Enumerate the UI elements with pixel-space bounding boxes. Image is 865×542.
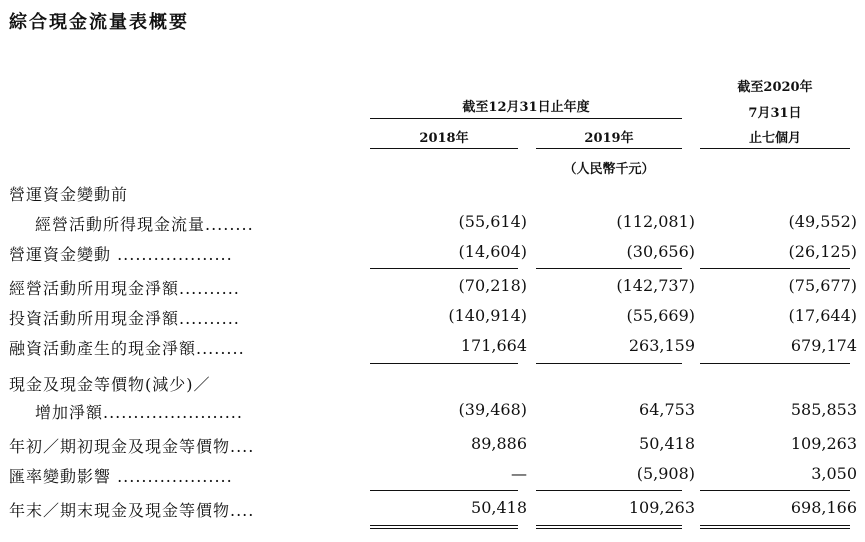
value-2018: (140,914) xyxy=(448,306,527,325)
table-row xyxy=(9,212,857,238)
table-row xyxy=(9,400,857,426)
table-row xyxy=(9,498,857,524)
row-label: 融資活動產生的現金淨額........ xyxy=(9,339,245,358)
table-row xyxy=(9,434,857,460)
value-2020-7m: 585,853 xyxy=(790,400,857,419)
value-2018: 50,418 xyxy=(471,498,527,517)
subtotal-rule xyxy=(700,363,850,364)
value-2019: (5,908) xyxy=(636,464,695,483)
table-row xyxy=(9,182,857,208)
subtotal-rule xyxy=(370,268,518,269)
value-2019: 64,753 xyxy=(639,400,695,419)
row-label: 年初／期初現金及現金等價物.... xyxy=(9,437,255,456)
value-2018: (39,468) xyxy=(458,400,527,419)
subtotal-rule xyxy=(536,490,682,491)
header-col2: 2019年 xyxy=(584,131,634,146)
table-row xyxy=(9,306,857,332)
header-group-rule xyxy=(370,118,682,119)
value-2019: 109,263 xyxy=(628,498,695,517)
subtotal-rule xyxy=(536,363,682,364)
table-row xyxy=(9,276,857,302)
table-row xyxy=(9,242,857,268)
value-2019: (112,081) xyxy=(616,212,695,231)
value-2018: (14,604) xyxy=(458,242,527,261)
value-2019: 263,159 xyxy=(628,336,695,355)
total-double-rule xyxy=(536,525,682,529)
value-2018: — xyxy=(511,464,527,483)
header-unit: （人民幣千元） xyxy=(563,162,655,177)
value-2019: 50,418 xyxy=(639,434,695,453)
row-label: 營運資金變動 ................... xyxy=(9,245,233,264)
table-row xyxy=(9,336,857,362)
header-col3-line1: 截至2020年 xyxy=(737,80,813,95)
value-2018: (70,218) xyxy=(458,276,527,295)
subtotal-rule xyxy=(700,268,850,269)
subtotal-rule xyxy=(700,490,850,491)
value-2019: (142,737) xyxy=(616,276,695,295)
row-label: 現金及現金等價物(減少)／ xyxy=(9,375,211,394)
header-col3: 止七個月 xyxy=(748,131,801,146)
header-col3-line2: 7月31日 xyxy=(748,106,802,121)
header-col2-rule xyxy=(536,148,682,149)
value-2020-7m: 3,050 xyxy=(811,464,857,483)
subtotal-rule xyxy=(370,363,518,364)
row-label: 營運資金變動前 xyxy=(9,185,129,204)
value-2020-7m: 698,166 xyxy=(790,498,857,517)
header-col1-rule xyxy=(370,148,518,149)
row-label: 年末／期末現金及現金等價物.... xyxy=(9,501,255,520)
row-label: 投資活動所用現金淨額.......... xyxy=(9,309,240,328)
value-2019: (55,669) xyxy=(626,306,695,325)
row-label: 增加淨額....................... xyxy=(35,403,243,422)
table-row xyxy=(9,372,857,398)
value-2018: 171,664 xyxy=(460,336,527,355)
value-2019: (30,656) xyxy=(626,242,695,261)
subtotal-rule xyxy=(536,268,682,269)
row-label: 經營活動所用現金淨額.......... xyxy=(9,279,240,298)
total-double-rule xyxy=(700,525,850,529)
row-label: 匯率變動影響 ................... xyxy=(9,467,233,486)
header-group-label: 截至12月31日止年度 xyxy=(462,100,590,115)
row-label: 經營活動所得現金流量........ xyxy=(35,215,254,234)
value-2020-7m: (26,125) xyxy=(788,242,857,261)
header-col1: 2018年 xyxy=(419,131,469,146)
value-2020-7m: 109,263 xyxy=(790,434,857,453)
value-2018: (55,614) xyxy=(458,212,527,231)
value-2020-7m: (17,644) xyxy=(788,306,857,325)
value-2020-7m: 679,174 xyxy=(790,336,857,355)
value-2020-7m: (49,552) xyxy=(788,212,857,231)
table-row xyxy=(9,464,857,490)
total-double-rule xyxy=(370,525,518,529)
page-title: 綜合現金流量表概要 xyxy=(9,12,189,33)
subtotal-rule xyxy=(370,490,518,491)
value-2018: 89,886 xyxy=(471,434,527,453)
header-col3-rule xyxy=(700,148,850,149)
value-2020-7m: (75,677) xyxy=(788,276,857,295)
